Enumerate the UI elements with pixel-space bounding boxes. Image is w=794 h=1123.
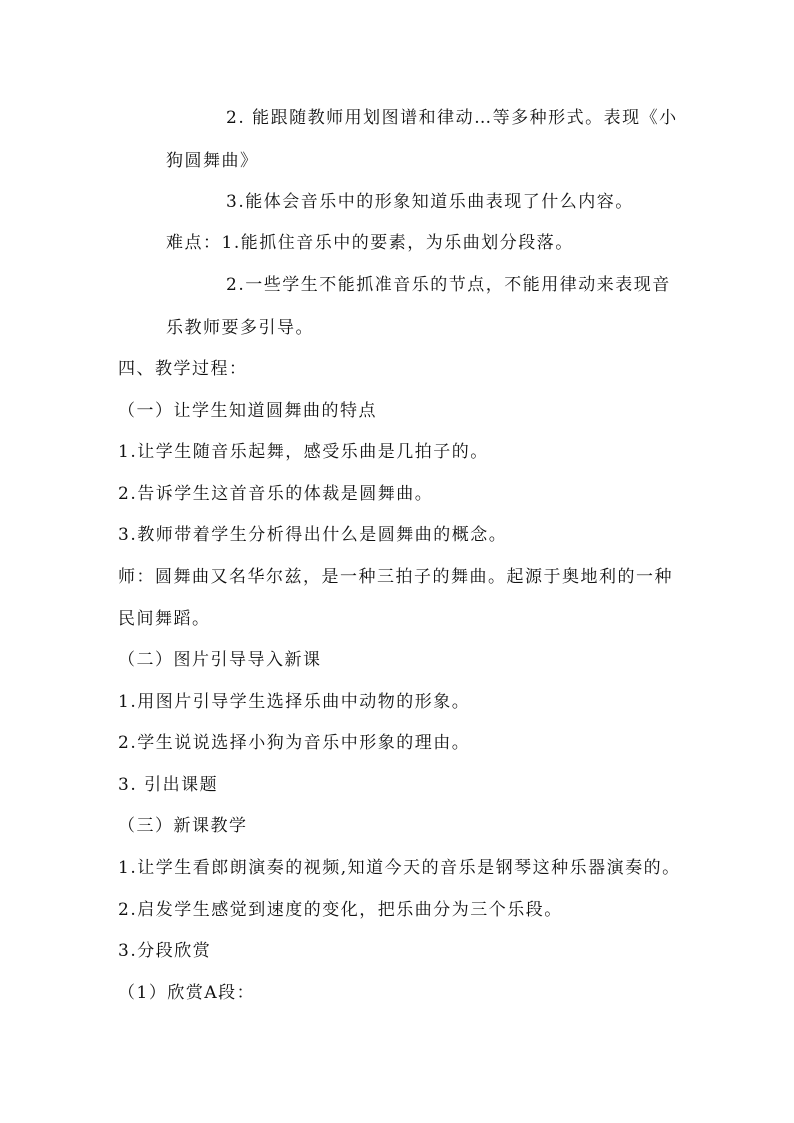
text-line-9: 1.让学生随音乐起舞，感受乐曲是几拍子的。 xyxy=(118,442,489,462)
subsection-heading-1: （一）让学生知道圆舞曲的特点 xyxy=(118,401,377,421)
subsection-heading-2: （二）图片引导导入新课 xyxy=(118,650,322,670)
section-heading-4: 四、教学过程： xyxy=(118,359,248,379)
text-line-17: 3. 引出课题 xyxy=(118,775,219,795)
text-line-20: 2.启发学生感觉到速度的变化，把乐曲分为三个乐段。 xyxy=(118,900,563,920)
subsection-heading-3: （三）新课教学 xyxy=(118,816,248,836)
text-line-22: （1）欣赏A段： xyxy=(118,983,256,1003)
text-line-5: 2.一些学生不能抓准音乐的节点，不能用律动来表现音 xyxy=(226,275,671,295)
text-line-10: 2.告诉学生这首音乐的体裁是圆舞曲。 xyxy=(118,484,434,504)
text-line-13: 民间舞蹈。 xyxy=(118,609,211,629)
text-line-12: 师：圆舞曲又名华尔兹，是一种三拍子的舞曲。起源于奥地利的一种 xyxy=(118,567,673,587)
text-line-15: 1.用图片引导学生选择乐曲中动物的形象。 xyxy=(118,692,471,712)
text-line-21: 3.分段欣赏 xyxy=(118,941,212,961)
text-line-3: 3.能体会音乐中的形象知道乐曲表现了什么内容。 xyxy=(226,192,634,212)
text-line-19: 1.让学生看郎朗演奏的视频,知道今天的音乐是钢琴这种乐器演奏的。 xyxy=(118,858,681,878)
text-line-6: 乐教师要多引导。 xyxy=(166,318,314,338)
text-line-11: 3.教师带着学生分析得出什么是圆舞曲的概念。 xyxy=(118,525,508,545)
text-line-2: 狗圆舞曲》 xyxy=(166,151,259,171)
text-line-4: 难点：1.能抓住音乐中的要素，为乐曲划分段落。 xyxy=(166,233,574,253)
text-line-1: 2. 能跟随教师用划图谱和律动…等多种形式。表现《小 xyxy=(226,108,678,128)
text-line-16: 2.学生说说选择小狗为音乐中形象的理由。 xyxy=(118,733,471,753)
